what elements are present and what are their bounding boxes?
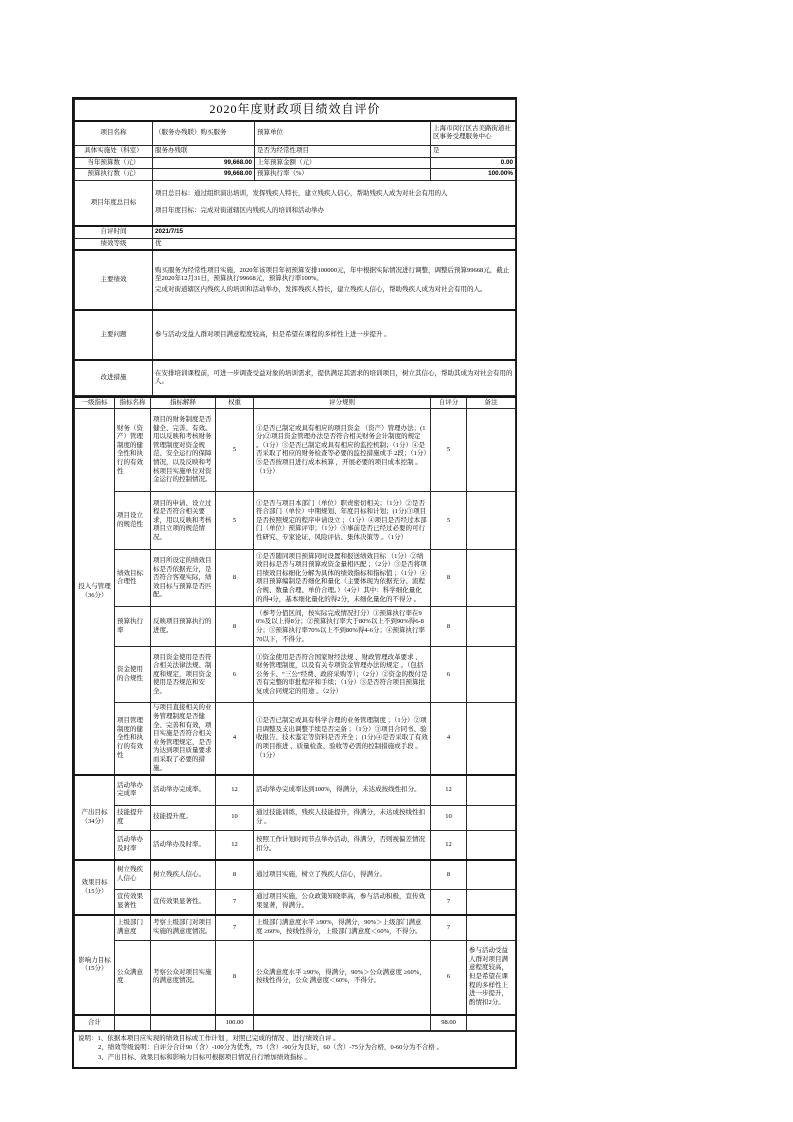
indicator-remark	[467, 703, 516, 775]
indicator-row	[75, 915, 516, 940]
indicator-desc: 反映项目预算执行的进度。	[151, 607, 216, 647]
indicator-rule: 公众满意度水平 ≥90%，得满分，90%＞公众满意度 ≥60%，按线性得分，公众 满意度＜60%，不得分。	[254, 940, 431, 1015]
indicator-score: 5	[431, 492, 467, 550]
indicator-row	[75, 775, 516, 805]
indicator-row	[75, 550, 516, 607]
table-row	[75, 121, 516, 146]
note-line-2: 2、绩效等级说明：自评分合计90（含）-100分为优秀，75（含）-90分为良好，60（含）-75分为合格，0-60分为不合格 。	[98, 1044, 444, 1052]
indicator-desc: 树立残疾人信心。	[151, 860, 216, 889]
indicator-remark	[467, 915, 516, 940]
indicator-rule: ①资金使用是否符合国家财经法规 、财政管理改革要求 、财务管理制度，以及有关专项资金管理办法的规定 。（包括公务卡、“三公”经费、政府采购等）；（2分）②资金的拨付是否有完整的审批程序和手续；（1分）③是否符合项目预算批复或合同规定的用途 。（2分）	[254, 647, 431, 703]
indicator-rule: 通过技能训练，残疾人技能提升，得满分，未达成按线性扣分 。	[254, 805, 431, 830]
total-empty-cell	[151, 1015, 216, 1030]
indicator-score: 8	[431, 550, 467, 607]
annual-goal-row	[75, 180, 516, 226]
indicator-name: 上级部门满意度	[115, 915, 151, 940]
note-line-3: 3、产出目标、效果目标和影响力目标可根据项目情况自行增加绩效指标 。	[98, 1054, 311, 1062]
total-empty-cell	[467, 1015, 516, 1030]
total-empty-cell	[115, 1015, 151, 1030]
improvements-value: 在安排培训课程前，可进一步调查受益对象的培训需求，提供满足其需求的培训项目，树立其信心，帮助其成为对社会有用的人。	[153, 360, 516, 395]
main-problems-label: 主要问题	[75, 310, 153, 360]
total-weight: 100.00	[216, 1015, 254, 1030]
indicator-score: 12	[431, 830, 467, 860]
indicator-desc: 活动举办及时率。	[151, 830, 216, 860]
indicator-weight: 12	[216, 775, 254, 805]
indicator-score: 10	[431, 805, 467, 830]
indicator-score: 7	[431, 889, 467, 915]
indicator-name: 资金使用的合规性	[115, 647, 151, 703]
prev-budget-value: 0.00	[431, 157, 516, 169]
overall-goal-text: 项目总目标：通过组织演出培训，发挥残疾人特长，建立残疾人信心，帮助残疾人成为对社会有用的人	[155, 190, 448, 198]
group-effect-goal: 效果目标（15分）	[75, 860, 115, 915]
indicator-name: 项目设立的规范性	[115, 492, 151, 550]
annual-goal-value	[153, 180, 516, 226]
indicator-desc: 项目所设定的绩效目标是否依据充分，是否符合客观实际，绩效目标与预算是否匹配。	[151, 550, 216, 607]
indicator-desc: 活动举办完成率。	[151, 775, 216, 805]
indicator-name: 公众满意度	[115, 940, 151, 1015]
indicator-name: 活动举办完成率	[115, 775, 151, 805]
indicator-name: 树立残疾人信心	[115, 860, 151, 889]
indicator-rule: 通过项目实施，公众政策知晓率高，参与活动积极，宣传效果显著，得满分。	[254, 889, 431, 915]
indicator-row	[75, 607, 516, 647]
self-eval-time-label: 自评时间	[75, 226, 153, 238]
indicator-name: 财务（资产）管理制度的健全性和执行的有效性	[115, 409, 151, 492]
project-name-value: （服务办残联）购买服务	[153, 121, 255, 146]
indicator-remark	[467, 647, 516, 703]
budget-unit-value: 上海市闵行区古美路街道社区事务受理服务中心	[431, 121, 516, 146]
evaluation-form	[72, 97, 517, 1069]
main-performance-text-2: 完成对街道辖区内残疾人的培训和活动举办，发挥残疾人特长，建立残疾人信心，帮助残疾人成为对社会有用的人。	[155, 285, 487, 293]
note-line-1: 说明：1、依据本项目应实现的绩效目标或工作计划 ，对照已完成的情况 ，进行绩效自评 。	[78, 1034, 340, 1042]
main-problems-row	[75, 310, 516, 360]
header-remark: 备注	[467, 397, 516, 409]
indicator-weight: 5	[216, 409, 254, 492]
header-name: 指标名称	[115, 397, 151, 409]
indicator-remark	[467, 492, 516, 550]
indicator-remark: 参与活动受益人群对项目满意程度较高，但是希望在课程的多样性上进一步提升，酌情扣2分。	[467, 940, 516, 1015]
grade-label: 绩效等级	[75, 238, 153, 250]
improvements-row	[75, 360, 516, 395]
indicator-weight: 6	[216, 647, 254, 703]
budget-executed-label: 预算执行数（元）	[75, 169, 153, 181]
grade-value: 优	[153, 238, 516, 250]
table-row	[75, 146, 516, 158]
indicator-rule: ①是否与项目本部门（单位）职责密切相关；（1分）②是否符合部门（单位）中期规划、年度目标和计划；(1分)③项目是否按照规定的程序申请设立 ；（1分）④项目是否经过本部门（单位）预算评审；（1分）⑤事前是否已经过必要的可行性研究、专家论证、风险评估、集体决策等 。（1分）	[254, 492, 431, 550]
notes-block	[74, 1031, 515, 1067]
indicator-name: 绩效目标合理性	[115, 550, 151, 607]
indicator-row	[75, 830, 516, 860]
implementing-office-value: 服务办残联	[153, 146, 255, 158]
group-output-goal: 产出目标（34分）	[75, 775, 115, 860]
project-name-label: 项目名称	[75, 121, 153, 146]
indicator-rule: （参考分值区间，按实际完成情况打分）①预算执行率在90%及以上得8分；②预算执行率大于80%以上不到90%得6-8分；③预算执行率70%以上不到80%得4-6分；④预算执行率70以下，不得分。	[254, 607, 431, 647]
indicator-row	[75, 860, 516, 889]
indicator-remark	[467, 607, 516, 647]
current-budget-label: 当年预算数（元）	[75, 157, 153, 169]
indicator-rule: 上级部门满意度水平 ≥90%，得满分，90%＞上级部门满意度 ≥60%，按线性得分，上级部门满意度＜60%，不得分。	[254, 915, 431, 940]
current-budget-value: 99,668.00	[153, 157, 255, 169]
indicator-rule: 按照工作计划时间节点举办活动，得满分，否则视偏差情况扣分。	[254, 830, 431, 860]
indicator-desc: 考察公众对项目实施的满意度情况。	[151, 940, 216, 1015]
indicator-row	[75, 492, 516, 550]
indicator-score: 8	[431, 607, 467, 647]
indicator-weight: 8	[216, 940, 254, 1015]
indicator-rule: ①是否随同项目预算同时设置和报送绩效目标 （1分）②绩效目标是否与项目预算或资金量相匹配 ；（2分）③是否将项目绩效目标细化分解为具体的绩效指标和指标值 ；（1分）④项目预算编制是否细化和量化（主要体现为依据充分、流程合规、数量合理、单价合理。）（4分）其中：科学细化量化的得4分，基本细化量化的得2分，未细化量化的不得分 。	[254, 550, 431, 607]
header-rule: 评分规则	[254, 397, 431, 409]
self-eval-time-row	[75, 226, 516, 238]
indicator-weight: 7	[216, 889, 254, 915]
implementing-office-label: 具体实施处（科室）	[75, 146, 153, 158]
indicator-score: 12	[431, 775, 467, 805]
indicator-row	[75, 647, 516, 703]
title-row	[75, 100, 516, 121]
project-info-table	[74, 99, 516, 396]
indicator-weight: 8	[216, 550, 254, 607]
table-row	[75, 169, 516, 181]
indicator-name: 技能提升度	[115, 805, 151, 830]
header-desc: 指标解释	[151, 397, 216, 409]
indicator-score: 8	[431, 860, 467, 889]
execution-rate-label: 预算执行率（%）	[255, 169, 431, 181]
indicator-weight: 5	[216, 492, 254, 550]
indicator-weight: 12	[216, 830, 254, 860]
indicator-score: 4	[431, 703, 467, 775]
indicator-row	[75, 805, 516, 830]
prev-budget-label: 上年预算金额（元）	[255, 157, 431, 169]
indicator-score: 6	[431, 940, 467, 1015]
table-row	[75, 157, 516, 169]
indicator-score: 6	[431, 647, 467, 703]
indicator-desc: 与项目直接相关的业务管理制度是否健全、完善和有效，项目实施是否符合相关业务管理规定，是否为达到项目质量要求而采取了必要的措施。	[151, 703, 216, 775]
budget-unit-label: 预算单位	[255, 121, 431, 146]
annual-goal-label: 项目年度总目标	[75, 180, 153, 226]
total-row	[75, 1015, 516, 1030]
recurring-project-label: 是否为经常性项目	[255, 146, 431, 158]
indicator-row	[75, 703, 516, 775]
indicator-name: 宣传效果显著性	[115, 889, 151, 915]
group-input-management: 投入与管理（36分）	[75, 409, 115, 775]
indicator-remark	[467, 409, 516, 492]
header-level1: 一级指标	[75, 397, 115, 409]
indicator-weight: 8	[216, 607, 254, 647]
indicator-rule: ①是否已制定或具有科学合理的业务管理制度 ；（1分）②项目调整及支出调整手续是否完备 ；（1分）③项目合同书、验收报告、技术鉴定等资料是否齐全 ；(1分)④是否采取了有效的项目推进 、质量检查、验收等必需的控制措施或手段 。（1分）	[254, 703, 431, 775]
indicator-rule: 通过项目实施，树立了残疾人信心，得满分。	[254, 860, 431, 889]
main-performance-label: 主要绩效	[75, 250, 153, 310]
indicator-desc: 考察上级部门对项目实施的满意度情况。	[151, 915, 216, 940]
indicator-remark	[467, 889, 516, 915]
indicator-row	[75, 889, 516, 915]
self-eval-time-value: 2021/7/15	[153, 226, 516, 238]
indicator-table	[74, 396, 516, 1031]
budget-executed-value: 99,668.00	[153, 169, 255, 181]
main-performance-value	[153, 250, 516, 310]
total-label: 合计	[75, 1015, 115, 1030]
execution-rate-value: 100.00%	[431, 169, 516, 181]
indicator-desc: 项目的申请、设立过程是否符合相关要求，用以反映和考核项目立项的规范情况。	[151, 492, 216, 550]
indicator-name: 活动举办及时率	[115, 830, 151, 860]
indicator-score: 7	[431, 915, 467, 940]
main-performance-text-1: 购买服务为经常性项目实施，2020年该项目年初预算安排100000元，年中根据实际情况进行调整，调整后预算99668元，截止至2020年12月31日，预算执行99668元，预算执行率100%。	[155, 266, 510, 283]
group-impact-goal: 影响力目标（15分）	[75, 915, 115, 1015]
indicator-remark	[467, 775, 516, 805]
indicator-rule: 活动举办完成率达到100%，得满分，未达成按线性扣分。	[254, 775, 431, 805]
indicator-name: 预算执行率	[115, 607, 151, 647]
indicator-remark	[467, 830, 516, 860]
indicator-desc: 技能提升度。	[151, 805, 216, 830]
indicator-remark	[467, 805, 516, 830]
indicator-header-row	[75, 397, 516, 409]
indicator-weight: 7	[216, 915, 254, 940]
header-score: 自评分	[431, 397, 467, 409]
indicator-row	[75, 409, 516, 492]
improvements-label: 改进措施	[75, 360, 153, 395]
indicator-desc: 项目的财务制度是否健全、完善、有效。用以反映和考核财务管理制度对资金规范、安全运行的保障情况，以及反映和考核项目实施单位对资金运行的控制情况。	[151, 409, 216, 492]
header-weight: 权重	[216, 397, 254, 409]
total-score: 98.00	[431, 1015, 467, 1030]
main-problems-value: 参与活动受益人群对项目满意程度较高，但是希望在课程的多样性上进一步提升 。	[153, 310, 516, 360]
indicator-rule: ①是否已制定或具有相应的项目资金 （资产）管理办法；(1分)②项目资金管理办法是否符合相关财务会计制度的规定 。（1分）③是否已制定或具有相应的监控机制；（1分）④是否采取了相应的财务检查等必要的监控措施或手 2段；（1分）⑤是否按项目进行成本核算 ，开展必要的项目成本控制 。（1分）	[254, 409, 431, 492]
indicator-weight: 8	[216, 860, 254, 889]
grade-row	[75, 238, 516, 250]
indicator-weight: 10	[216, 805, 254, 830]
indicator-name: 项目管理制度的健全性和执行的有效性	[115, 703, 151, 775]
form-title: 2020年度财政项目绩效自评价	[75, 100, 516, 121]
indicator-desc: 宣传效果显著性。	[151, 889, 216, 915]
indicator-score: 5	[431, 409, 467, 492]
indicator-remark	[467, 550, 516, 607]
main-performance-row	[75, 250, 516, 310]
recurring-project-value: 是	[431, 146, 516, 158]
indicator-desc: 项目资金使用是否符合相关法律法规、制度和规定，项目资金使用是否规范和安全。	[151, 647, 216, 703]
annual-goal-text: 项目年度目标：完成对街道辖区内残疾人的培训和活动举办	[155, 206, 324, 214]
indicator-row	[75, 940, 516, 1015]
indicator-weight: 4	[216, 703, 254, 775]
total-empty-cell	[254, 1015, 431, 1030]
indicator-remark	[467, 860, 516, 889]
